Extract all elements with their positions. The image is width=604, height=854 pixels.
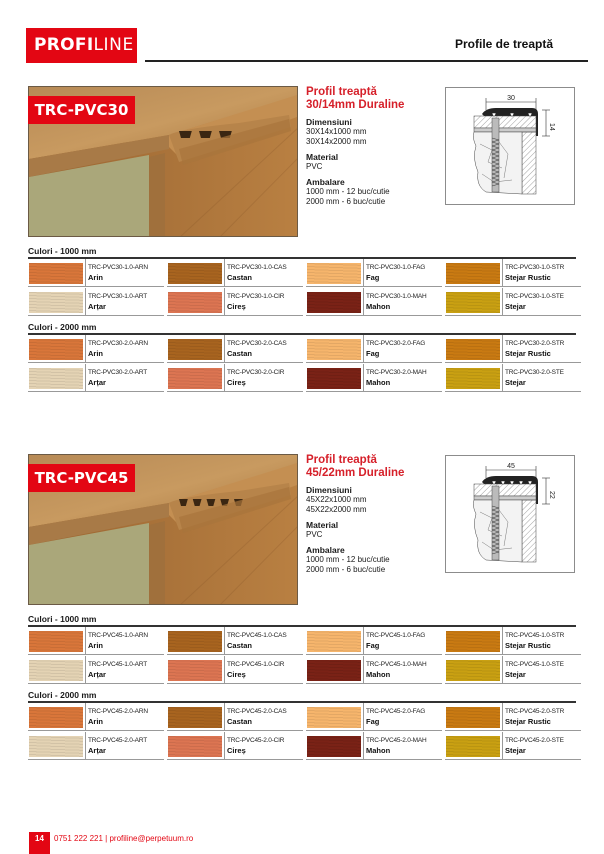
row-divider (445, 683, 581, 684)
row-divider (306, 362, 442, 363)
color-name: Arțar (88, 670, 106, 679)
drawing-height-label: 22 (548, 491, 555, 499)
color-option[interactable] (306, 703, 442, 731)
color-name: Arțar (88, 302, 106, 311)
color-name: Stejar (505, 302, 526, 311)
header-divider (145, 60, 588, 62)
color-code: TRC-PVC30-2.0-CAS (227, 340, 287, 347)
profiline-logo (26, 28, 137, 63)
row-divider (28, 286, 164, 287)
color-name: Castan (227, 273, 253, 282)
cell-divider (224, 627, 225, 655)
row-divider (28, 759, 164, 760)
cell-divider (224, 288, 225, 316)
row-divider (167, 391, 303, 392)
color-option[interactable] (167, 656, 303, 684)
cell-divider (502, 656, 503, 684)
drawing-height-label: 14 (548, 123, 555, 131)
color-swatch (446, 736, 500, 757)
row-divider (28, 683, 164, 684)
color-name: Stejar (505, 378, 526, 387)
cell-divider (224, 732, 225, 760)
color-swatch (446, 631, 500, 652)
row-divider (167, 683, 303, 684)
color-code: TRC-PVC45-1.0-STE (505, 661, 564, 668)
color-option[interactable] (28, 364, 164, 392)
color-swatch (29, 292, 83, 313)
color-name: Castan (227, 717, 253, 726)
color-code: TRC-PVC30-1.0-FAG (366, 264, 426, 271)
color-code: TRC-PVC30-1.0-CIR (227, 293, 285, 300)
color-swatch (29, 368, 83, 389)
color-swatch (446, 292, 500, 313)
color-option[interactable] (306, 335, 442, 363)
footer-phone[interactable]: 0751 222 221 (54, 834, 103, 843)
cell-divider (224, 364, 225, 392)
product-title-line2: 30/14mm Duraline (306, 99, 405, 111)
cell-divider (502, 732, 503, 760)
product-code-badge: TRC-PVC45 (28, 464, 135, 492)
color-swatch (29, 660, 83, 681)
cell-divider (502, 627, 503, 655)
color-code: TRC-PVC30-1.0-MAH (366, 293, 427, 300)
product-code-badge: TRC-PVC30 (28, 96, 135, 124)
color-option[interactable] (28, 627, 164, 655)
row-divider (167, 730, 303, 731)
color-code: TRC-PVC30-2.0-ART (88, 369, 147, 376)
color-swatch (307, 339, 361, 360)
color-option[interactable] (28, 703, 164, 731)
color-name: Arțar (88, 378, 106, 387)
color-swatch (29, 631, 83, 652)
color-code: TRC-PVC45-2.0-CIR (227, 737, 285, 744)
color-swatch (307, 660, 361, 681)
color-name: Arin (88, 641, 103, 650)
color-swatch (307, 368, 361, 389)
color-name: Fag (366, 641, 380, 650)
color-option[interactable] (167, 732, 303, 760)
color-option[interactable] (445, 703, 581, 731)
color-code: TRC-PVC30-1.0-CAS (227, 264, 287, 271)
cell-divider (502, 335, 503, 363)
color-swatch (29, 339, 83, 360)
color-code: TRC-PVC45-2.0-ARN (88, 708, 148, 715)
color-swatch (446, 368, 500, 389)
color-code: TRC-PVC30-2.0-ARN (88, 340, 148, 347)
color-name: Stejar Rustic (505, 349, 551, 358)
color-swatch (168, 368, 222, 389)
color-code: TRC-PVC30-1.0-ARN (88, 264, 148, 271)
color-code: TRC-PVC30-2.0-CIR (227, 369, 285, 376)
dimension-value: 30X14x2000 mm (306, 137, 367, 146)
color-swatch (29, 263, 83, 284)
row-divider (445, 315, 581, 316)
cell-divider (85, 656, 86, 684)
color-option[interactable] (167, 335, 303, 363)
packaging-label: Ambalare (306, 177, 345, 187)
color-name: Fag (366, 717, 380, 726)
color-swatch (168, 263, 222, 284)
color-code: TRC-PVC30-2.0-FAG (366, 340, 426, 347)
color-option[interactable] (445, 364, 581, 392)
color-swatch (446, 660, 500, 681)
cell-divider (502, 364, 503, 392)
color-option[interactable] (28, 288, 164, 316)
color-name: Cireș (227, 378, 246, 387)
dimensions-label: Dimensiuni (306, 485, 352, 495)
color-code: TRC-PVC45-1.0-STR (505, 632, 565, 639)
color-name: Stejar Rustic (505, 641, 551, 650)
color-section-title: Culori - 2000 mm (28, 322, 97, 332)
row-divider (167, 362, 303, 363)
color-option[interactable] (445, 288, 581, 316)
cell-divider (224, 335, 225, 363)
color-name: Mahon (366, 302, 391, 311)
color-option[interactable] (306, 259, 442, 287)
row-divider (306, 683, 442, 684)
cell-divider (502, 288, 503, 316)
color-code: TRC-PVC45-1.0-CIR (227, 661, 285, 668)
row-divider (445, 391, 581, 392)
cell-divider (85, 732, 86, 760)
cell-divider (85, 288, 86, 316)
footer-contact (54, 834, 193, 843)
logo-light-text: LINE (93, 35, 134, 55)
color-name: Stejar (505, 670, 526, 679)
color-option[interactable] (28, 656, 164, 684)
drawing-width-label: 45 (507, 463, 515, 470)
color-swatch (168, 707, 222, 728)
color-code: TRC-PVC45-2.0-ART (88, 737, 147, 744)
color-swatch (307, 707, 361, 728)
cell-divider (502, 703, 503, 731)
color-option[interactable] (167, 364, 303, 392)
color-name: Castan (227, 641, 253, 650)
row-divider (28, 391, 164, 392)
color-swatch (29, 736, 83, 757)
row-divider (445, 730, 581, 731)
color-swatch (168, 660, 222, 681)
cell-divider (363, 259, 364, 287)
material-label: Material (306, 152, 339, 162)
row-divider (306, 730, 442, 731)
color-swatch (307, 736, 361, 757)
color-swatch (446, 707, 500, 728)
packaging-value: 1000 mm - 12 buc/cutie (306, 555, 390, 564)
color-option[interactable] (445, 656, 581, 684)
color-code: TRC-PVC45-1.0-MAH (366, 661, 427, 668)
color-swatch (168, 292, 222, 313)
cell-divider (363, 627, 364, 655)
color-code: TRC-PVC30-2.0-MAH (366, 369, 427, 376)
color-name: Stejar (505, 746, 526, 755)
product-title-line1: Profil treaptă (306, 454, 377, 466)
color-swatch (307, 263, 361, 284)
row-divider (167, 315, 303, 316)
color-section-title: Culori - 1000 mm (28, 614, 97, 624)
cell-divider (85, 259, 86, 287)
row-divider (167, 286, 303, 287)
row-divider (306, 654, 442, 655)
color-code: TRC-PVC45-1.0-FAG (366, 632, 426, 639)
profile-technical-drawing (445, 455, 575, 573)
color-name: Stejar Rustic (505, 273, 551, 282)
color-option[interactable] (306, 364, 442, 392)
color-code: TRC-PVC30-2.0-STR (505, 340, 565, 347)
color-option[interactable] (167, 259, 303, 287)
color-option[interactable] (28, 732, 164, 760)
color-swatch (307, 631, 361, 652)
product-title-line2: 45/22mm Duraline (306, 467, 405, 479)
cell-divider (363, 656, 364, 684)
color-name: Cireș (227, 746, 246, 755)
color-option[interactable] (167, 288, 303, 316)
color-swatch (168, 631, 222, 652)
color-code: TRC-PVC45-1.0-ART (88, 661, 147, 668)
color-name: Arțar (88, 746, 106, 755)
color-option[interactable] (167, 703, 303, 731)
color-code: TRC-PVC30-1.0-STR (505, 264, 565, 271)
row-divider (445, 286, 581, 287)
color-name: Cireș (227, 670, 246, 679)
row-divider (28, 362, 164, 363)
color-option[interactable] (445, 627, 581, 655)
cell-divider (363, 732, 364, 760)
color-option[interactable] (306, 627, 442, 655)
color-code: TRC-PVC30-1.0-ART (88, 293, 147, 300)
cell-divider (224, 259, 225, 287)
color-option[interactable] (167, 627, 303, 655)
color-name: Mahon (366, 746, 391, 755)
dimensions-label: Dimensiuni (306, 117, 352, 127)
cell-divider (85, 703, 86, 731)
color-code: TRC-PVC45-2.0-STE (505, 737, 564, 744)
page-title: Profile de treaptă (455, 37, 554, 51)
color-name: Cireș (227, 302, 246, 311)
color-name: Fag (366, 349, 380, 358)
color-name: Arin (88, 349, 103, 358)
row-divider (28, 654, 164, 655)
color-name: Castan (227, 349, 253, 358)
cell-divider (363, 288, 364, 316)
row-divider (306, 286, 442, 287)
color-swatch (168, 736, 222, 757)
row-divider (445, 759, 581, 760)
color-code: TRC-PVC30-1.0-STE (505, 293, 564, 300)
logo-bold-text: PROFI (34, 35, 94, 55)
cell-divider (85, 364, 86, 392)
row-divider (306, 315, 442, 316)
row-divider (306, 391, 442, 392)
color-swatch (168, 339, 222, 360)
color-name: Stejar Rustic (505, 717, 551, 726)
cell-divider (363, 364, 364, 392)
color-swatch (446, 263, 500, 284)
color-name: Arin (88, 273, 103, 282)
product-title-line1: Profil treaptă (306, 86, 377, 98)
color-option[interactable] (28, 335, 164, 363)
cell-divider (85, 335, 86, 363)
material-value: PVC (306, 530, 323, 539)
product-info (306, 86, 441, 207)
color-section-title: Culori - 2000 mm (28, 690, 97, 700)
color-swatch (307, 292, 361, 313)
row-divider (167, 654, 303, 655)
material-value: PVC (306, 162, 323, 171)
color-section-title: Culori - 1000 mm (28, 246, 97, 256)
drawing-width-label: 30 (507, 95, 515, 102)
color-code: TRC-PVC45-2.0-STR (505, 708, 565, 715)
packaging-value: 2000 mm - 6 buc/cutie (306, 197, 386, 206)
dimension-value: 45X22x1000 mm (306, 495, 367, 504)
footer-separator: | (105, 834, 108, 843)
cell-divider (502, 259, 503, 287)
color-option[interactable] (306, 656, 442, 684)
color-name: Arin (88, 717, 103, 726)
cell-divider (363, 335, 364, 363)
color-name: Fag (366, 273, 380, 282)
color-option[interactable] (306, 288, 442, 316)
packaging-value: 1000 mm - 12 buc/cutie (306, 187, 390, 196)
page-number: 14 (29, 832, 50, 854)
color-code: TRC-PVC45-2.0-FAG (366, 708, 426, 715)
row-divider (445, 362, 581, 363)
row-divider (28, 315, 164, 316)
row-divider (445, 654, 581, 655)
dimension-value: 45X22x2000 mm (306, 505, 367, 514)
color-code: TRC-PVC30-2.0-STE (505, 369, 564, 376)
packaging-label: Ambalare (306, 545, 345, 555)
footer-email[interactable]: profiline@perpetuum.ro (109, 834, 194, 843)
cell-divider (224, 656, 225, 684)
row-divider (306, 759, 442, 760)
row-divider (28, 730, 164, 731)
color-code: TRC-PVC45-2.0-MAH (366, 737, 427, 744)
color-code: TRC-PVC45-2.0-CAS (227, 708, 287, 715)
profile-technical-drawing (445, 87, 575, 205)
product-info (306, 454, 441, 575)
cell-divider (85, 627, 86, 655)
color-option[interactable] (445, 335, 581, 363)
row-divider (167, 759, 303, 760)
color-option[interactable] (28, 259, 164, 287)
color-name: Mahon (366, 670, 391, 679)
cell-divider (363, 703, 364, 731)
color-option[interactable] (306, 732, 442, 760)
color-swatch (29, 707, 83, 728)
cell-divider (224, 703, 225, 731)
packaging-value: 2000 mm - 6 buc/cutie (306, 565, 386, 574)
color-code: TRC-PVC45-1.0-CAS (227, 632, 287, 639)
color-option[interactable] (445, 732, 581, 760)
dimension-value: 30X14x1000 mm (306, 127, 367, 136)
color-name: Mahon (366, 378, 391, 387)
color-option[interactable] (445, 259, 581, 287)
material-label: Material (306, 520, 339, 530)
color-swatch (446, 339, 500, 360)
color-code: TRC-PVC45-1.0-ARN (88, 632, 148, 639)
